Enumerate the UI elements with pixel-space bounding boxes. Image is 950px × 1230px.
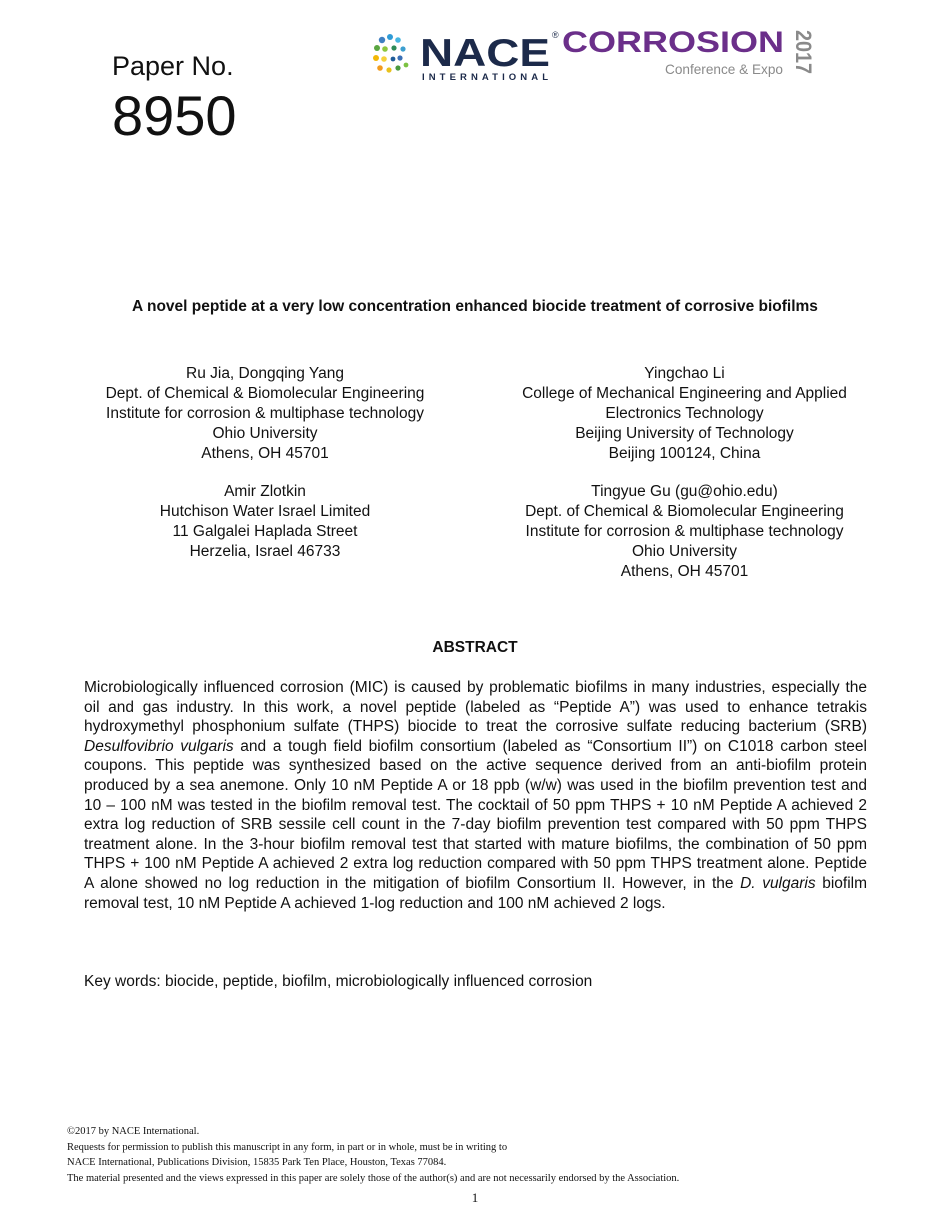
author-affiliation: 11 Galgalei Haplada Street: [172, 523, 358, 540]
author-address: Herzelia, Israel 46733: [189, 543, 341, 560]
author-names: Yingchao Li: [644, 365, 725, 382]
author-affiliation: College of Mechanical Engineering and Applied: [522, 385, 847, 402]
page-number: 1: [471, 1190, 479, 1205]
keywords: Key words: biocide, peptide, biofilm, microbiologically influenced corrosion: [84, 973, 593, 990]
author-affiliation: Hutchison Water Israel Limited: [159, 503, 371, 520]
abstract-text: Microbiologically influenced corrosion (MIC) is caused by problematic biofilms in many industries, especially the oil and gas industry. In this work, a novel peptide (labeled as “Peptide A”) was used to enhance tetrakis hydroxymethyl phosphonium sulfate (THPS) biocide to treat the corrosive sulfate reducing bacterium (SRB): [84, 679, 867, 736]
footer-line: NACE International, Publications Division, 15835 Park Ten Place, Houston, Texas 77084.: [67, 1157, 447, 1168]
author-affiliation: Beijing University of Technology: [575, 425, 794, 442]
nace-logo: [370, 28, 560, 86]
abstract-body: [84, 678, 867, 913]
author-affiliation: Institute for corrosion & multiphase technology: [106, 405, 424, 422]
nace-emblem-icon: [373, 34, 408, 73]
footer-line: The material presented and the views expressed in this paper are solely those of the author(s) and are not necessarily endorsed by the Association.: [67, 1172, 680, 1184]
copyright-footer: [67, 1124, 679, 1186]
author-names: Ru Jia, Dongqing Yang: [186, 365, 344, 382]
author-block-1: [85, 364, 445, 464]
author-address: Athens, OH 45701: [201, 445, 329, 462]
author-affiliation: Ohio University: [631, 543, 738, 560]
abstract-heading: ABSTRACT: [432, 639, 518, 656]
author-affiliation: Dept. of Chemical & Biomolecular Engineering: [105, 385, 425, 402]
conference-subtitle: Conference & Expo: [665, 61, 784, 77]
author-affiliation: Dept. of Chemical & Biomolecular Engineering: [525, 503, 844, 520]
author-names: Amir Zlotkin: [224, 483, 306, 500]
corrosion-wordmark: CORROSION: [562, 26, 784, 59]
author-names: Tingyue Gu (gu@ohio.edu): [591, 483, 778, 500]
author-affiliation: Electronics Technology: [605, 405, 764, 422]
species-name: Desulfovibrio vulgaris: [84, 737, 234, 755]
nace-registered: ®: [552, 30, 559, 40]
paper-title: A novel peptide at a very low concentration enhanced biocide treatment of corrosive biofilms: [132, 298, 818, 315]
paper-number: 8950: [112, 84, 237, 147]
author-address: Athens, OH 45701: [620, 563, 749, 580]
nace-wordmark: NACE: [420, 32, 550, 75]
conference-year: 2017: [791, 30, 816, 79]
author-block-2: [497, 364, 872, 464]
abstract-text: biofilm removal test, 10 nM Peptide A achieved 1-log reduction and 100 nM achieved 2 logs.: [84, 874, 867, 912]
author-address: Beijing 100124, China: [608, 445, 761, 462]
abstract-text: and a tough field biofilm consortium (labeled as “Consortium II”) on C1018 carbon steel coupons. This peptide was synthesized based on the active sequence derived from an anti-biofilm protein produced by a sea anemone. Only 10 nM Peptide A or 18 ppb (w/w) was used in the biofilm prevention test and 10 – 100 nM was tested in the biofilm removal test. The cocktail of 50 ppm THPS + 10 nM Peptide A achieved 2 extra log reduction of SRB sessile cell count in the 7-day biofilm prevention test compared with 50 ppm THPS treatment alone. In the 3-hour biofilm removal test that started with mature biofilms, the combination of 50 ppm THPS + 100 nM Peptide A achieved 2 extra log reduction compared with 50 ppm THPS treatment alone. Peptide A alone showed no log reduction in the mitigation of biofilm Consortium II. However, in the: [84, 737, 867, 892]
author-block-3: [85, 482, 445, 562]
author-affiliation: Institute for corrosion & multiphase technology: [525, 523, 844, 540]
footer-line: Requests for permission to publish this manuscript in any form, in part or in whole, must be in writing to: [67, 1141, 508, 1153]
species-name: D. vulgaris: [740, 874, 816, 892]
paper-label: Paper No.: [112, 51, 234, 81]
author-block-4: [497, 482, 872, 582]
nace-subtitle: INTERNATIONAL: [422, 72, 548, 83]
corrosion-conference-logo: [562, 26, 824, 90]
author-affiliation: Ohio University: [212, 425, 318, 442]
footer-line: ©2017 by NACE International.: [67, 1126, 200, 1137]
